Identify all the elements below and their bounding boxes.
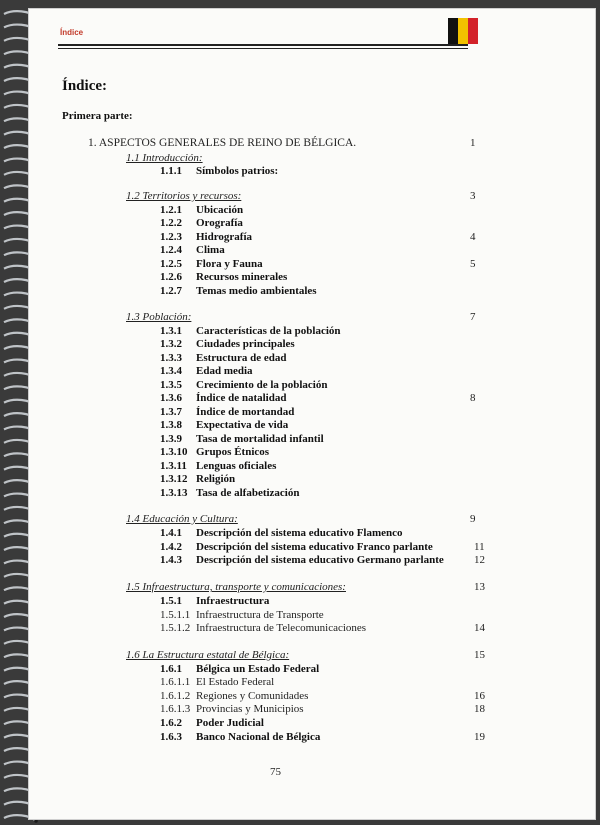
toc-entry-number: 1.2.4 — [160, 244, 182, 256]
toc-subsection — [160, 231, 252, 244]
page-number: 75 — [270, 766, 281, 778]
toc-subsection — [160, 244, 225, 257]
toc-entry-text: Símbolos patrios: — [196, 165, 279, 177]
toc-subsection — [160, 460, 276, 473]
toc-page-number: 4 — [470, 231, 476, 243]
toc-section-heading: 1.1 Introducción: — [126, 152, 203, 164]
toc-entry-text: Descripción del sistema educativo Flamenco — [196, 527, 403, 539]
toc-entry-text: Recursos minerales — [196, 271, 288, 283]
toc-page-number: 16 — [474, 690, 485, 702]
toc-subsection — [160, 285, 317, 298]
toc-entry-text: Provincias y Municipios — [196, 703, 304, 715]
toc-subsection — [160, 595, 269, 608]
toc-entry-number: 1.3.4 — [160, 365, 182, 377]
toc-page-number: 5 — [470, 258, 476, 270]
toc-subsection — [160, 446, 269, 459]
belgium-flag-icon — [448, 18, 478, 44]
toc-entry-number: 1.5.1 — [160, 595, 182, 607]
toc-page-number: 15 — [474, 649, 485, 661]
toc-subsection — [160, 352, 286, 365]
toc-page-number: 7 — [470, 311, 476, 323]
toc-page-number: 8 — [470, 392, 476, 404]
header-rule — [58, 44, 468, 46]
toc-subsection — [160, 717, 264, 730]
toc-entry-number: 1.2.2 — [160, 217, 182, 229]
toc-entry-text: Flora y Fauna — [196, 258, 263, 270]
toc-entry-number: 1.2.3 — [160, 231, 182, 243]
toc-entry-number: 1.2.7 — [160, 285, 182, 297]
toc-entry-number: 1.6.1.2 — [160, 690, 191, 702]
toc-entry-text: Edad media — [196, 365, 253, 377]
toc-entry-text: Clima — [196, 244, 225, 256]
toc-subsection — [160, 271, 287, 284]
toc-entry-number: 1.3.8 — [160, 419, 182, 431]
toc-entry-text: Grupos Étnicos — [196, 446, 270, 458]
toc-entry-number: 1.3.3 — [160, 352, 182, 364]
toc-subsubsection — [160, 622, 366, 635]
toc-section-heading: 1.6 La Estructura estatal de Bélgica: — [126, 649, 290, 661]
toc-subsection — [160, 379, 327, 392]
toc-entry-number: 1.3.7 — [160, 406, 182, 418]
toc-entry-number: 1.6.3 — [160, 731, 182, 743]
toc-entry-number: 1.3.12 — [160, 473, 188, 485]
toc-entry-number: 1.3.6 — [160, 392, 182, 404]
toc-subsubsection — [160, 609, 324, 622]
toc-entry-text: Infraestructura de Transporte — [196, 609, 324, 621]
flag-stripe-red — [468, 18, 478, 44]
toc-entry-text: Bélgica un Estado Federal — [196, 663, 320, 675]
document-page — [28, 8, 596, 820]
toc-subsection — [160, 433, 324, 446]
toc-subsection — [160, 527, 403, 540]
flag-stripe-black — [448, 18, 458, 44]
toc-entry-number: 1.2.1 — [160, 204, 182, 216]
toc-entry-text: Descripción del sistema educativo Germano parlante — [196, 554, 444, 566]
toc-entry-text: Ciudades principales — [196, 338, 295, 350]
toc-entry-text: Orografía — [196, 217, 243, 229]
toc-entry-number: 1.5.1.2 — [160, 622, 191, 634]
toc-entry-text: Lenguas oficiales — [196, 460, 277, 472]
toc-subsection — [160, 731, 320, 744]
toc-entry-number: 1.3.10 — [160, 446, 188, 458]
page-title: Índice: — [62, 78, 107, 94]
toc-entry-text: Poder Judicial — [196, 717, 264, 729]
header-section-label: Índice — [60, 28, 84, 37]
toc-entry-number: 1.6.1 — [160, 663, 182, 675]
toc-subsection — [160, 217, 243, 230]
toc-entry-text: Tasa de alfabetización — [196, 487, 300, 499]
toc-page-number: 3 — [470, 190, 476, 202]
toc-page-number: 18 — [474, 703, 485, 715]
toc-page-number: 19 — [474, 731, 485, 743]
flag-stripe-yellow — [458, 18, 468, 44]
toc-section-heading: 1.2 Territorios y recursos: — [126, 190, 242, 202]
toc-entry-number: 1.3.1 — [160, 325, 182, 337]
toc-entry-text: Tasa de mortalidad infantil — [196, 433, 324, 445]
toc-entry-number: 1.6.1.3 — [160, 703, 191, 715]
toc-entry-text: Infraestructura — [196, 595, 270, 607]
toc-entry-number: 1.1.1 — [160, 165, 182, 177]
header-rule-thin — [58, 48, 468, 49]
toc-page-number: 13 — [474, 581, 485, 593]
toc-section-heading: 1.4 Educación y Cultura: — [126, 513, 238, 525]
toc-entry-number: 1.2.5 — [160, 258, 182, 270]
toc-subsection — [160, 663, 319, 676]
toc-entry-text: Índice de mortandad — [196, 406, 295, 418]
toc-entry-text: Regiones y Comunidades — [196, 690, 309, 702]
toc-entry-text: Características de la población — [196, 325, 341, 337]
toc-entry-number: 1.3.2 — [160, 338, 182, 350]
toc-section-heading: 1.3 Población: — [126, 311, 192, 323]
chapter-heading: 1. ASPECTOS GENERALES DE REINO DE BÉLGICA. — [88, 137, 357, 149]
toc-entry-number: 1.2.6 — [160, 271, 182, 283]
toc-entry-number: 1.3.11 — [160, 460, 187, 472]
toc-subsection — [160, 406, 294, 419]
toc-subsection — [160, 365, 253, 378]
toc-entry-text: Religión — [196, 473, 236, 485]
toc-page-number: 12 — [474, 554, 485, 566]
toc-entry-number: 1.5.1.1 — [160, 609, 191, 621]
toc-subsection — [160, 258, 263, 271]
toc-subsection — [160, 165, 278, 178]
toc-subsection — [160, 338, 295, 351]
toc-entry-text: Estructura de edad — [196, 352, 287, 364]
toc-entry-number: 1.3.5 — [160, 379, 182, 391]
toc-entry-number: 1.6.1.1 — [160, 676, 191, 688]
toc-subsubsection — [160, 703, 304, 716]
toc-entry-text: El Estado Federal — [196, 676, 275, 688]
toc-entry-text: Temas medio ambientales — [196, 285, 317, 297]
toc-entry-text: Descripción del sistema educativo Franco parlante — [196, 541, 433, 553]
toc-subsection — [160, 473, 235, 486]
toc-entry-number: 1.4.1 — [160, 527, 182, 539]
toc-entry-number: 1.3.9 — [160, 433, 182, 445]
toc-entry-text: Índice de natalidad — [196, 392, 287, 404]
toc-subsection — [160, 325, 341, 338]
toc-entry-number: 1.6.2 — [160, 717, 182, 729]
chapter-page: 1 — [470, 137, 476, 149]
toc-entry-number: 1.4.2 — [160, 541, 182, 553]
toc-entry-text: Crecimiento de la población — [196, 379, 328, 391]
toc-entry-text: Infraestructura de Telecomunicaciones — [196, 622, 367, 634]
toc-subsection — [160, 541, 433, 554]
part-heading: Primera parte: — [62, 110, 133, 122]
toc-page-number: 11 — [474, 541, 485, 553]
toc-subsection — [160, 419, 288, 432]
toc-entry-text: Expectativa de vida — [196, 419, 289, 431]
toc-page-number: 14 — [474, 622, 485, 634]
toc-page-number: 9 — [470, 513, 476, 525]
toc-entry-text: Ubicación — [196, 204, 244, 216]
toc-subsection — [160, 392, 286, 405]
toc-entry-text: Banco Nacional de Bélgica — [196, 731, 321, 743]
toc-entry-text: Hidrografía — [196, 231, 253, 243]
toc-subsection — [160, 204, 243, 217]
toc-subsubsection — [160, 676, 274, 689]
toc-subsection — [160, 487, 300, 500]
toc-subsection — [160, 554, 444, 567]
toc-subsubsection — [160, 690, 308, 703]
toc-entry-number: 1.4.3 — [160, 554, 182, 566]
toc-section-heading: 1.5 Infraestructura, transporte y comunicaciones: — [126, 581, 346, 593]
toc-entry-number: 1.3.13 — [160, 487, 188, 499]
